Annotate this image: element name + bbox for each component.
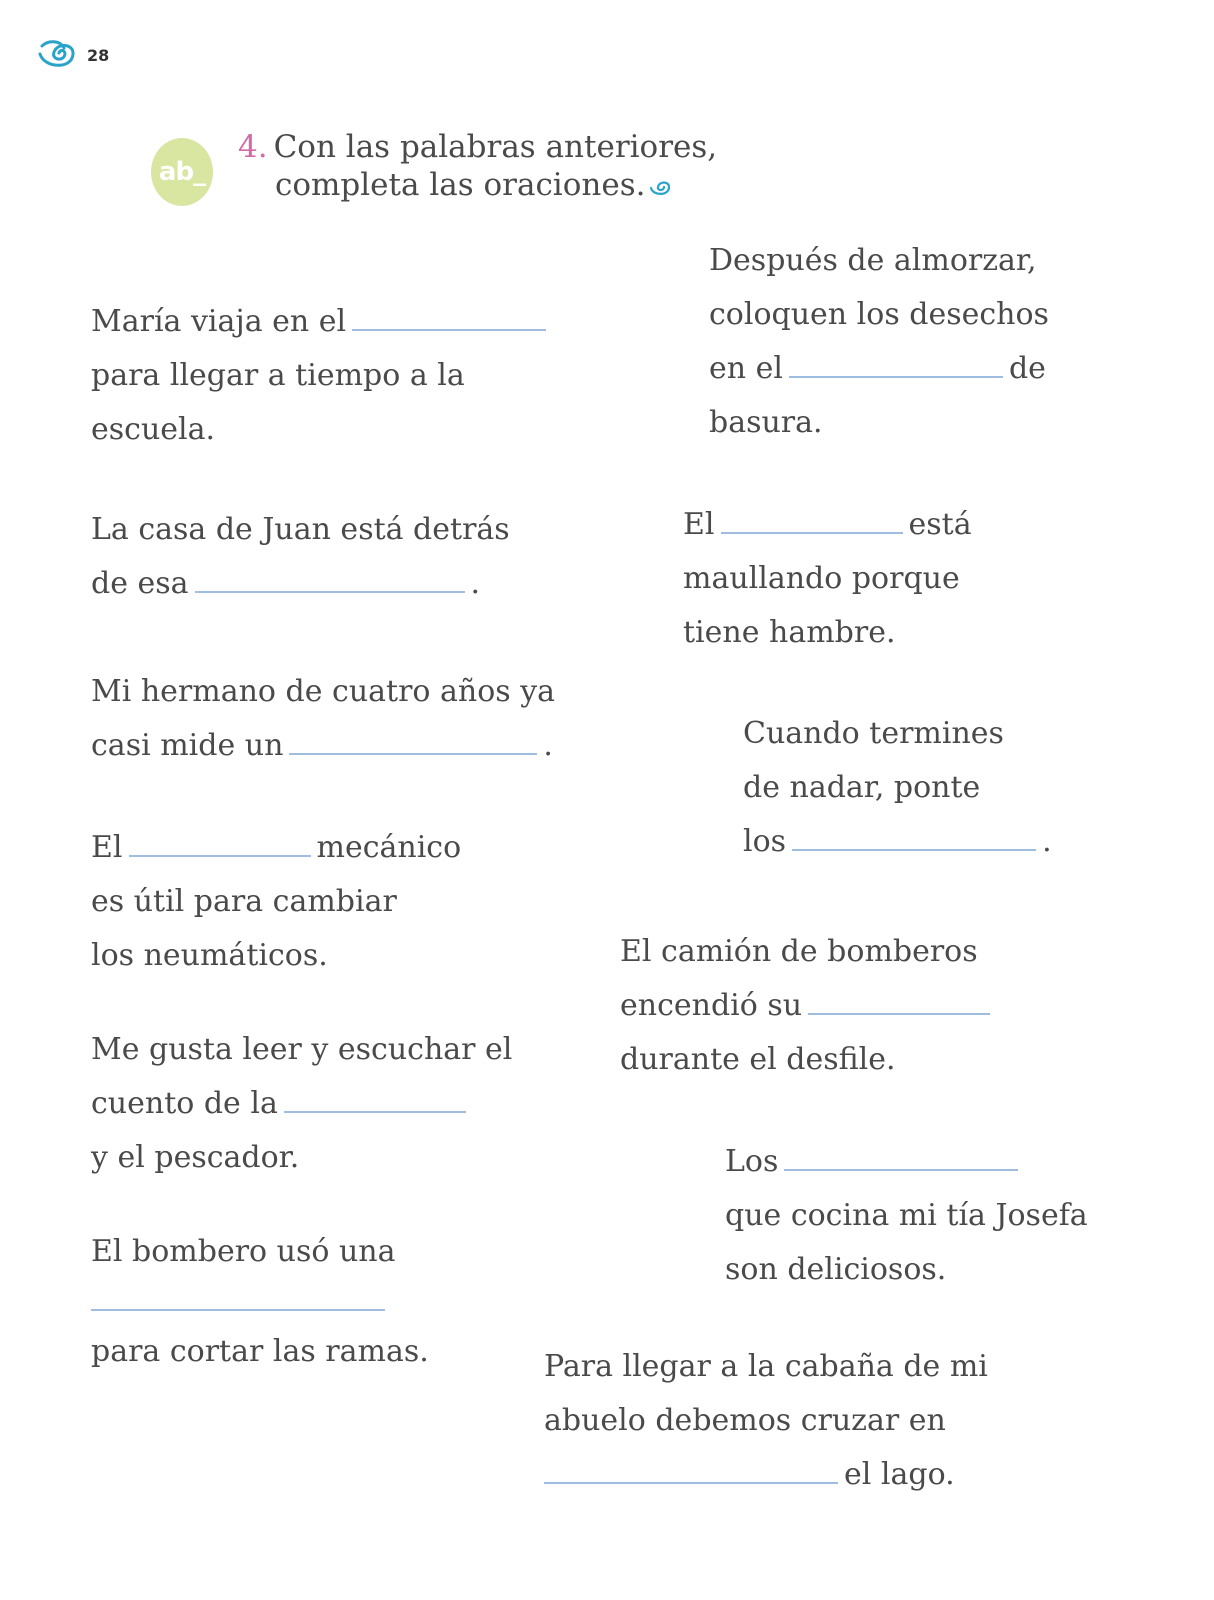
answer-blank[interactable] bbox=[91, 1279, 385, 1311]
answer-blank[interactable] bbox=[721, 512, 903, 534]
sentence-text: El bbox=[91, 830, 123, 865]
sentence-text: de bbox=[1008, 351, 1046, 386]
sentence-4 bbox=[91, 821, 461, 983]
sentence-text: El bombero usó una bbox=[91, 1234, 396, 1269]
sentence-9 bbox=[743, 707, 1052, 869]
ab-badge-icon: ab_ bbox=[151, 138, 213, 206]
sentence-text: El camión de bomberos bbox=[620, 934, 978, 969]
sentence-text: encendió su bbox=[620, 988, 803, 1023]
sentence-12 bbox=[544, 1340, 988, 1502]
sentence-text: maullando porque bbox=[683, 561, 960, 596]
sentence-text: es útil para cambiar bbox=[91, 884, 397, 919]
sentence-text: está bbox=[908, 507, 972, 542]
sentence-text: cuento de la bbox=[91, 1086, 278, 1121]
answer-blank[interactable] bbox=[808, 993, 990, 1015]
sentence-text: casi mide un bbox=[91, 728, 284, 763]
instruction bbox=[238, 128, 717, 204]
sentence-text: son deliciosos. bbox=[725, 1252, 947, 1287]
sentence-5 bbox=[91, 1023, 512, 1185]
sentence-text: de nadar, ponte bbox=[743, 770, 981, 805]
sentence-text: mecánico bbox=[316, 830, 462, 865]
sentence-text: . bbox=[470, 566, 481, 601]
sentence-text: los bbox=[743, 824, 787, 859]
sentence-text: . bbox=[1042, 824, 1052, 859]
sentence-text: Los bbox=[725, 1144, 779, 1179]
sentence-text: . bbox=[543, 728, 553, 763]
sentence-text: escuela. bbox=[91, 412, 216, 447]
answer-blank[interactable] bbox=[352, 309, 546, 331]
swirl-icon bbox=[38, 38, 76, 72]
answer-blank[interactable] bbox=[129, 835, 311, 857]
answer-blank[interactable] bbox=[789, 356, 1003, 378]
sentence-text: basura. bbox=[709, 405, 823, 440]
sentence-text: y el pescador. bbox=[91, 1140, 300, 1175]
sentence-text: María viaja en el bbox=[91, 304, 347, 339]
sentence-2 bbox=[91, 503, 510, 611]
sentence-text: en el bbox=[709, 351, 783, 386]
exercise-number: 4. bbox=[238, 129, 268, 165]
sentence-text: para cortar las ramas. bbox=[91, 1334, 429, 1369]
sentence-3 bbox=[91, 665, 555, 773]
sentence-6 bbox=[91, 1225, 429, 1379]
answer-blank[interactable] bbox=[784, 1149, 1018, 1171]
sentence-10 bbox=[620, 925, 996, 1087]
sentence-11 bbox=[725, 1135, 1088, 1297]
sentence-text: el lago. bbox=[844, 1457, 955, 1492]
answer-blank[interactable] bbox=[195, 571, 465, 593]
sentence-1 bbox=[91, 295, 552, 457]
sentence-text: abuelo debemos cruzar en bbox=[544, 1403, 946, 1438]
sentence-7 bbox=[709, 234, 1049, 450]
sentence-text: Mi hermano de cuatro años ya bbox=[91, 674, 556, 709]
answer-blank[interactable] bbox=[544, 1462, 838, 1484]
sentence-text: para llegar a tiempo a la bbox=[91, 358, 465, 393]
sentence-text: El bbox=[683, 507, 715, 542]
instruction-line-1: Con las palabras anteriores, bbox=[273, 129, 718, 165]
sentence-8 bbox=[683, 498, 972, 660]
answer-blank[interactable] bbox=[284, 1091, 466, 1113]
page-number: 28 bbox=[87, 46, 110, 65]
sentence-text: coloquen los desechos bbox=[709, 297, 1049, 332]
answer-blank[interactable] bbox=[289, 733, 537, 755]
answer-blank[interactable] bbox=[792, 829, 1036, 851]
sentence-text: Para llegar a la cabaña de mi bbox=[544, 1349, 988, 1384]
sentence-text: que cocina mi tía Josefa bbox=[725, 1198, 1088, 1233]
instruction-line-2: completa las oraciones. bbox=[275, 167, 646, 203]
sentence-text: La casa de Juan está detrás bbox=[91, 512, 510, 547]
sentence-text: de esa bbox=[91, 566, 189, 601]
sentence-text: tiene hambre. bbox=[683, 615, 896, 650]
sentence-text: Me gusta leer y escuchar el bbox=[91, 1032, 513, 1067]
sentence-text: Después de almorzar, bbox=[709, 243, 1037, 278]
sentence-text: durante el desfile. bbox=[620, 1042, 896, 1077]
sentence-text: los neumáticos. bbox=[91, 938, 328, 973]
small-swirl-icon bbox=[649, 179, 671, 197]
sentence-text: Cuando termines bbox=[743, 716, 1004, 751]
